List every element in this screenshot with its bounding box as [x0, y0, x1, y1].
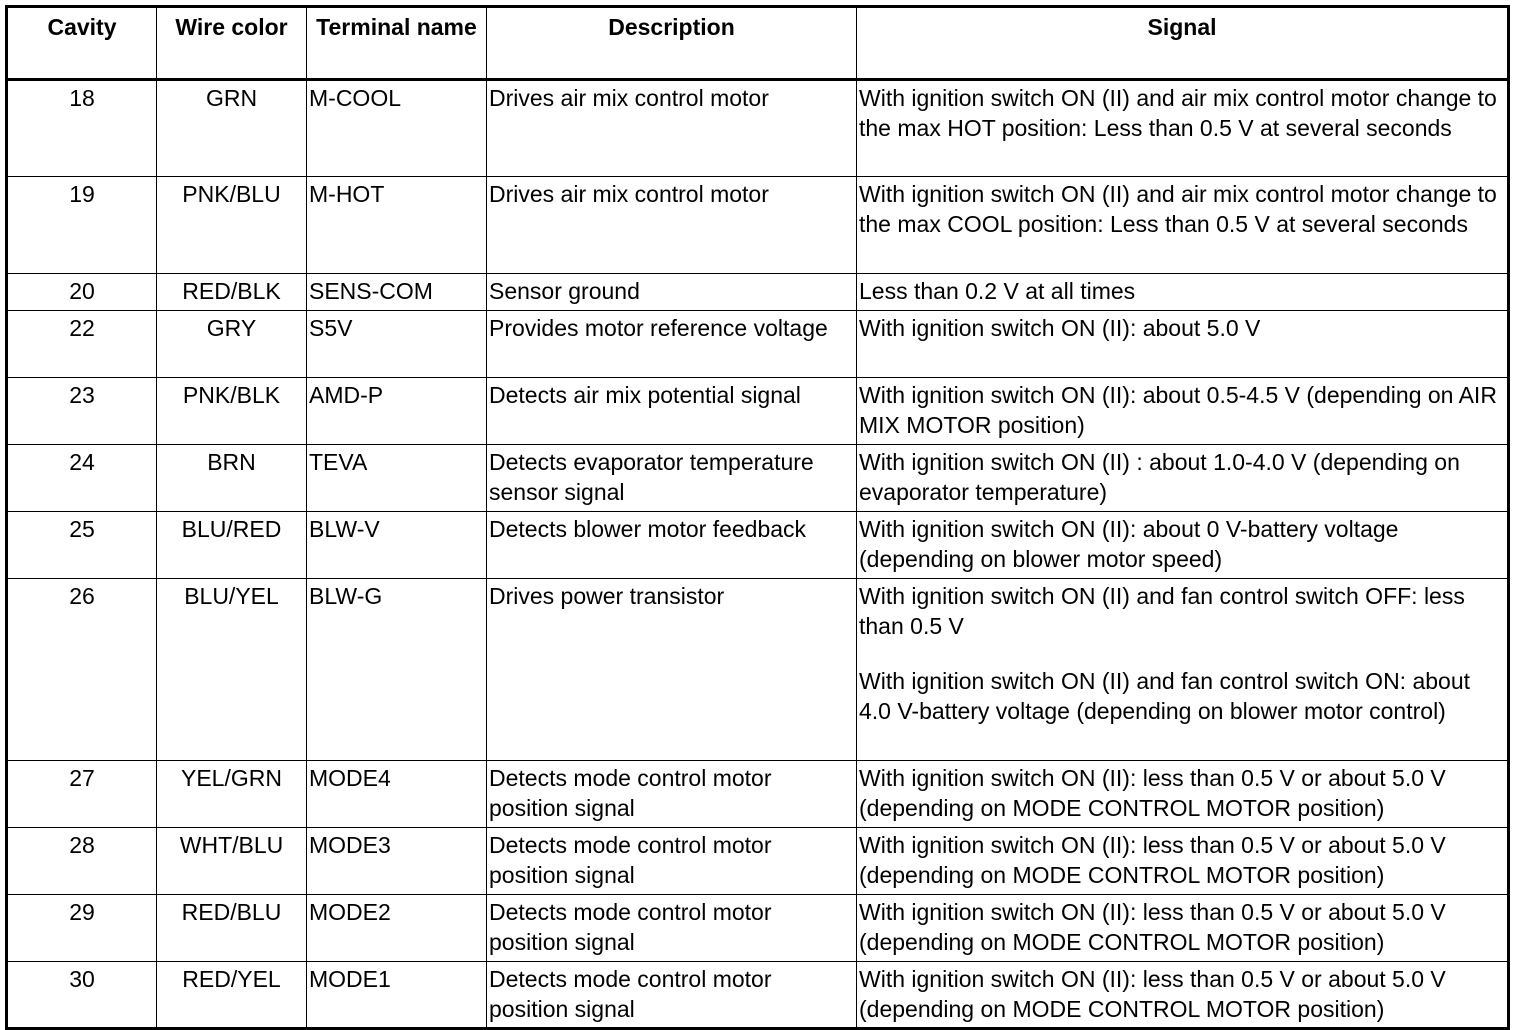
wire-color-cell: BRN [157, 445, 307, 512]
description-cell: Detects evaporator temperature sensor signal [487, 445, 857, 512]
signal-text: With ignition switch ON (II): about 0 V-battery voltage (depending on blower motor speed) [859, 516, 1399, 572]
terminal-name-cell: SENS-COM [307, 274, 487, 311]
table-row [7, 962, 1509, 1029]
cavity-cell: 19 [7, 177, 157, 274]
table-row [7, 378, 1509, 445]
signal-cell [857, 445, 1509, 512]
terminal-table [5, 5, 1510, 1030]
signal-cell [857, 311, 1509, 378]
signal-cell [857, 512, 1509, 579]
cavity-cell: 24 [7, 445, 157, 512]
terminal-name-cell: BLW-V [307, 512, 487, 579]
header-row [7, 7, 1509, 80]
terminal-name-cell: MODE4 [307, 761, 487, 828]
terminal-name-cell: M-COOL [307, 80, 487, 177]
cavity-cell: 30 [7, 962, 157, 1029]
signal-text: With ignition switch ON (II) and air mix control motor change to the max COOL position: Less than 0.5 V at several seconds [859, 181, 1497, 237]
table-row [7, 311, 1509, 378]
cavity-cell: 25 [7, 512, 157, 579]
terminal-name-cell: TEVA [307, 445, 487, 512]
wire-color-cell: WHT/BLU [157, 828, 307, 895]
description-cell: Drives air mix control motor [487, 177, 857, 274]
description-cell: Detects air mix potential signal [487, 378, 857, 445]
table-row [7, 579, 1509, 761]
wire-color-cell: BLU/YEL [157, 579, 307, 761]
table-row [7, 80, 1509, 177]
table-row [7, 445, 1509, 512]
description-cell: Detects mode control motor position signal [487, 962, 857, 1029]
description-cell: Sensor ground [487, 274, 857, 311]
signal-text: With ignition switch ON (II) and fan control switch OFF: less than 0.5 V [859, 583, 1465, 639]
description-cell: Detects blower motor feedback [487, 512, 857, 579]
signal-text: With ignition switch ON (II) : about 1.0-4.0 V (depending on evaporator temperature) [859, 449, 1460, 505]
description-cell: Detects mode control motor position signal [487, 895, 857, 962]
wire-color-cell: RED/YEL [157, 962, 307, 1029]
signal-cell [857, 962, 1509, 1029]
table-row [7, 895, 1509, 962]
signal-cell [857, 177, 1509, 274]
signal-cell [857, 274, 1509, 311]
description-cell: Drives power transistor [487, 579, 857, 761]
signal-text: Less than 0.2 V at all times [859, 278, 1136, 304]
wire-color-cell: GRN [157, 80, 307, 177]
table-row [7, 761, 1509, 828]
signal-cell [857, 895, 1509, 962]
wire-color-cell: YEL/GRN [157, 761, 307, 828]
terminal-name-cell: MODE3 [307, 828, 487, 895]
signal-cell [857, 378, 1509, 445]
header-wire-color: Wire color [157, 7, 307, 80]
terminal-name-cell: AMD-P [307, 378, 487, 445]
signal-text: With ignition switch ON (II): about 0.5-4.5 V (depending on AIR MIX MOTOR position) [859, 382, 1497, 438]
terminal-name-cell: M-HOT [307, 177, 487, 274]
terminal-name-cell: MODE2 [307, 895, 487, 962]
cavity-cell: 27 [7, 761, 157, 828]
cavity-cell: 29 [7, 895, 157, 962]
wire-color-cell: GRY [157, 311, 307, 378]
signal-cell [857, 761, 1509, 828]
signal-cell [857, 579, 1509, 761]
signal-text: With ignition switch ON (II): less than 0.5 V or about 5.0 V (depending on MODE CONTROL MOTOR position) [859, 765, 1446, 821]
cavity-cell: 23 [7, 378, 157, 445]
wire-color-cell: BLU/RED [157, 512, 307, 579]
description-cell: Detects mode control motor position signal [487, 761, 857, 828]
cavity-cell: 28 [7, 828, 157, 895]
cavity-cell: 26 [7, 579, 157, 761]
signal-cell [857, 80, 1509, 177]
table-row [7, 828, 1509, 895]
signal-text: With ignition switch ON (II): less than 0.5 V or about 5.0 V (depending on MODE CONTROL MOTOR position) [859, 832, 1446, 888]
signal-text: With ignition switch ON (II): about 5.0 V [859, 315, 1261, 341]
cavity-cell: 22 [7, 311, 157, 378]
wire-color-cell: PNK/BLK [157, 378, 307, 445]
description-cell: Drives air mix control motor [487, 80, 857, 177]
table-body [7, 80, 1509, 1029]
description-cell: Provides motor reference voltage [487, 311, 857, 378]
header-signal: Signal [857, 7, 1509, 80]
wire-color-cell: PNK/BLU [157, 177, 307, 274]
signal-text: With ignition switch ON (II) and fan control switch ON: about 4.0 V-battery voltage (depending on blower motor control) [859, 668, 1471, 724]
signal-cell [857, 828, 1509, 895]
table-row [7, 177, 1509, 274]
cavity-cell: 20 [7, 274, 157, 311]
signal-text: With ignition switch ON (II): less than 0.5 V or about 5.0 V (depending on MODE CONTROL MOTOR position) [859, 966, 1446, 1022]
cavity-cell: 18 [7, 80, 157, 177]
terminal-name-cell: S5V [307, 311, 487, 378]
signal-text: With ignition switch ON (II) and air mix control motor change to the max HOT position: Less than 0.5 V at several seconds [859, 85, 1497, 141]
header-description: Description [487, 7, 857, 80]
table-header [7, 7, 1509, 80]
header-terminal-name: Terminal name [307, 7, 487, 80]
table-row [7, 274, 1509, 311]
terminal-name-cell: MODE1 [307, 962, 487, 1029]
wire-color-cell: RED/BLU [157, 895, 307, 962]
terminal-name-cell: BLW-G [307, 579, 487, 761]
table-row [7, 512, 1509, 579]
header-cavity: Cavity [7, 7, 157, 80]
wire-color-cell: RED/BLK [157, 274, 307, 311]
description-cell: Detects mode control motor position signal [487, 828, 857, 895]
signal-text: With ignition switch ON (II): less than 0.5 V or about 5.0 V (depending on MODE CONTROL MOTOR position) [859, 899, 1446, 955]
